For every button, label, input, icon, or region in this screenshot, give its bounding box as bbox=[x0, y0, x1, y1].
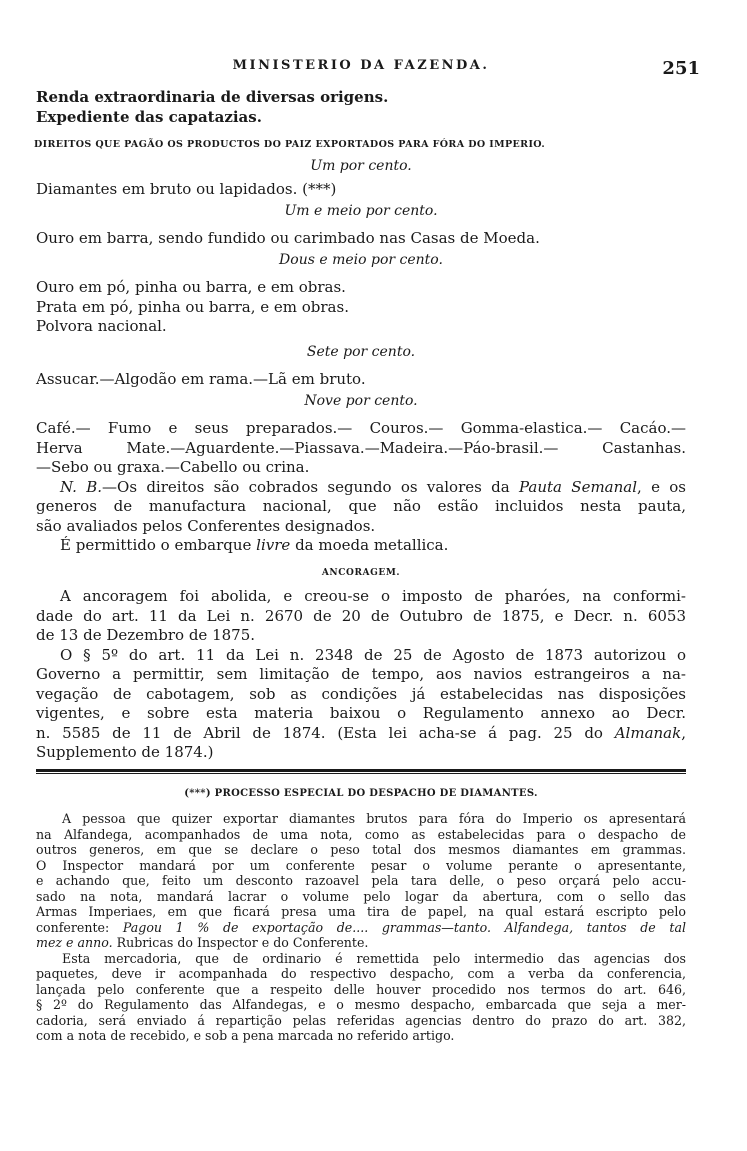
footnote bbox=[36, 786, 686, 1044]
footnote-line: A pessoa que quizer exportar diamantes brutos para fóra do Imperio os apresentará bbox=[62, 811, 686, 826]
diamonds-line: Diamantes em bruto ou lapidados. (***) bbox=[36, 180, 337, 198]
rate-heading-1-5: Um e meio por cento. bbox=[284, 202, 438, 219]
cabotage-line-5: n. 5585 de 11 de Abril de 1874. (Esta lei acha-se á pag. 25 do Almanak, bbox=[36, 723, 686, 742]
rate-heading-2-5: Dous e meio por cento. bbox=[279, 251, 443, 268]
gunpowder-line: Polvora nacional. bbox=[36, 317, 167, 335]
footnote-line: Armas Imperiaes, em que ficará presa uma tira de papel, na qual estará escripto pelo bbox=[36, 904, 686, 919]
section-heading-direitos: DIREITOS QUE PAGÃO OS PRODUCTOS DO PAIZ EXPORTADOS PARA FÓRA DO IMPERIO. bbox=[34, 139, 546, 150]
nota-bene-line-1: N. B.—Os direitos são cobrados segundo os valores da Pauta Semanal, e os bbox=[60, 477, 686, 496]
footnote-line: mez e anno. Rubricas do Inspector e do Conferente. bbox=[36, 935, 369, 950]
permitted-line: É permittido o embarque livre da moeda metallica. bbox=[60, 536, 449, 554]
silver-powder-line: Prata em pó, pinha ou barra, e em obras. bbox=[36, 297, 349, 316]
page-number: 251 bbox=[662, 58, 700, 79]
footnote-line: e achando que, feito um desconto razoavel pela tara delle, o peso orçará pelo accu- bbox=[36, 873, 686, 888]
cabotage-line-2: Governo a permittir, sem limitação de tempo, aos navios estrangeiros a na- bbox=[36, 665, 686, 683]
nota-bene-line-2: generos de manufactura nacional, que não estão incluidos nesta pauta, bbox=[36, 497, 686, 515]
nb-label: N. B. bbox=[60, 477, 103, 496]
cabotage-line-3: vegação de cabotagem, sob as condições já estabelecidas nas disposições bbox=[36, 684, 686, 703]
anchorage-line-2: dade do art. 11 da Lei n. 2670 de 20 de Outubro de 1875, e Decr. n. 6053 bbox=[36, 606, 686, 625]
sugar-line: Assucar.—Algodão em rama.—Lã em bruto. bbox=[36, 370, 366, 388]
footnote-line: conferente: Pagou 1 % de exportação de.... grammas—tanto. Alfandega, tantos de tal bbox=[36, 919, 686, 935]
gold-powder-line: Ouro em pó, pinha ou barra, e em obras. bbox=[36, 278, 346, 296]
footnote-line: na Alfandega, acompanhados de uma nota, como as estabelecidas para o despacho de bbox=[36, 826, 686, 842]
footnote-heading: (***) PROCESSO ESPECIAL DO DESPACHO DE DIAMANTES. bbox=[184, 787, 538, 799]
gold-bar-line: Ouro em barra, sendo fundido ou carimbado nas Casas de Moeda. bbox=[36, 229, 540, 247]
footnote-line: § 2º do Regulamento das Alfandegas, e o mesmo despacho, embarcada que seja a mer- bbox=[36, 997, 686, 1012]
footnote-divider-thick bbox=[36, 769, 686, 772]
rate-heading-7: Sete por cento. bbox=[306, 343, 416, 360]
footnote-divider-thin bbox=[36, 773, 686, 774]
footnote-line: outros generos, em que se declare o peso total dos mesmos diamantes em grammas. bbox=[36, 842, 686, 857]
footnote-line: sado na nota, mandará lacrar o volume pelo logar da abertura, com o sello das bbox=[36, 888, 686, 904]
footnote-line: Esta mercadoria, que de ordinario é remettida pelo intermedio das agencias dos bbox=[62, 950, 686, 966]
footnote-line: paquetes, deve ir acompanhada do respectivo despacho, com a verba da conferencia, bbox=[36, 966, 686, 981]
page-header bbox=[36, 58, 700, 80]
footnote-line: O Inspector mandará por um conferente pesar o volume perante o apresentante, bbox=[36, 857, 686, 873]
rate-heading-1: Um por cento. bbox=[310, 157, 412, 174]
footnote-line: lançada pelo conferente que a respeito delle houver procedido nos termos do art. 646, bbox=[36, 981, 686, 997]
running-title: MINISTERIO DA FAZENDA. bbox=[232, 58, 490, 73]
revenue-line: Renda extraordinaria de diversas origens. bbox=[36, 88, 389, 106]
anchorage-line-1: A ancoragem foi abolida, e creou-se o imposto de pharóes, na conformi- bbox=[60, 587, 686, 605]
footnote-line: com a nota de recebido, e sob a pena marcada no referido artigo. bbox=[36, 1028, 455, 1043]
page-body bbox=[36, 88, 686, 1044]
cabotage-line-6: Supplemento de 1874.) bbox=[36, 743, 214, 761]
coffee-line-2: Herva Mate.—Aguardente.—Piassava.—Madeira.—Páo-brasil.— Castanhas. bbox=[36, 438, 686, 457]
coffee-line-3: —Sebo ou graxa.—Cabello ou crina. bbox=[36, 458, 310, 476]
anchorage-line-3: de 13 de Dezembro de 1875. bbox=[36, 626, 256, 644]
pauta-semanal: Pauta Semanal bbox=[519, 477, 638, 496]
nota-bene-line-3: são avaliados pelos Conferentes designados. bbox=[36, 516, 376, 535]
coffee-line-1: Café.— Fumo e seus preparados.— Couros.— Gomma-elastica.— Cacáo.— bbox=[36, 419, 686, 437]
rate-heading-9: Nove por cento. bbox=[304, 392, 418, 409]
footnote-line: cadoria, será enviado á repartição pelas referidas agencias dentro do prazo do art. 382, bbox=[36, 1012, 686, 1028]
section-heading-ancoragem: ANCORAGEM. bbox=[321, 567, 401, 578]
expedient-line: Expediente das capatazias. bbox=[36, 107, 262, 126]
cabotage-line-1: O § 5º do art. 11 da Lei n. 2348 de 25 de Agosto de 1873 autorizou o bbox=[60, 645, 686, 664]
cabotage-line-4: vigentes, e sobre esta materia baixou o Regulamento annexo ao Decr. bbox=[36, 704, 686, 722]
